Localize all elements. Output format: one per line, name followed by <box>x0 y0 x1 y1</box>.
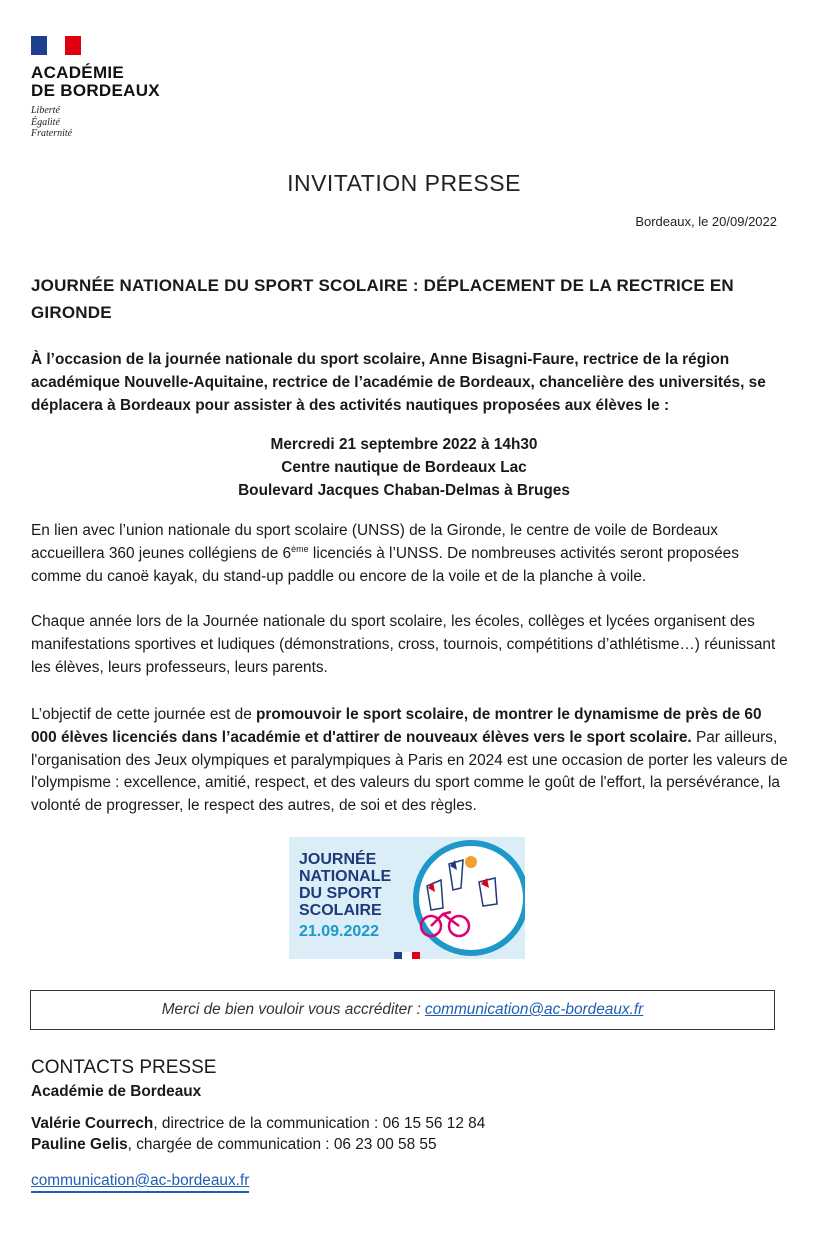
contact-role: , chargée de communication : 06 23 00 58 55 <box>127 1136 437 1153</box>
republic-flag-icon <box>31 36 81 55</box>
accreditation-box <box>30 990 775 1030</box>
document-date: Bordeaux, le 20/09/2022 <box>635 214 777 229</box>
intro-paragraph: À l’occasion de la journée nationale du sport scolaire, Anne Bisagni-Faure, rectrice de la région académique Nouvelle-Aquitaine, rectrice de l’académie de Bordeaux, chancelière des universités, se déplacera à Bordeaux pour assister à des activités nautiques proposées aux élèves le : <box>31 351 766 414</box>
badge-date: 21.09.2022 <box>299 923 380 940</box>
event-details <box>0 434 808 502</box>
paragraph-objectif: L’objectif de cette journée est de promouvoir le sport scolaire, de montrer le dynamisme de près de 60 000 élèves licenciés dans l’académie et d'attirer de nouveaux élèves vers le sport scolaire. Par ailleurs, l'organisation des Jeux olympiques et paralympiques à Paris en 2024 est une occasion de porter les valeurs de l'olympisme : excellence, amitié, respect, et des valeurs du sport comme le goût de l'effort, la persévérance, la volonté de progresser, le respect des autres, de soi et des règles. <box>31 706 788 815</box>
contacts-org: Académie de Bordeaux <box>31 1083 202 1100</box>
mascot-circle-icon <box>413 840 525 956</box>
contact-name: Valérie Courrech <box>31 1115 154 1132</box>
event-address: Boulevard Jacques Chaban-Delmas à Bruges <box>238 481 570 499</box>
motto-fraternite: Fraternité <box>31 128 73 139</box>
event-when: Mercredi 21 septembre 2022 à 14h30 <box>270 436 538 453</box>
accreditation-email-link[interactable]: communication@ac-bordeaux.fr <box>424 1001 644 1018</box>
page-title: INVITATION PRESSE <box>287 170 521 196</box>
accreditation-text: Merci de bien vouloir vous accréditer : <box>161 1001 421 1018</box>
logo-name <box>31 64 201 100</box>
contacts-title: CONTACTS PRESSE <box>31 1057 217 1078</box>
contact-role: , directrice de la communication : 06 15 56 12 84 <box>153 1115 486 1132</box>
headline: JOURNÉE NATIONALE DU SPORT SCOLAIRE : DÉPLACEMENT DE LA RECTRICE EN GIRONDE <box>31 276 734 322</box>
logo-name-line2: DE BORDEAUX <box>31 81 160 100</box>
badge-flag-icon <box>394 952 420 959</box>
motto-egalite: Égalité <box>31 116 60 128</box>
motto <box>31 105 201 140</box>
journee-sport-scolaire-badge <box>289 837 525 959</box>
paragraph-unss: En lien avec l’union nationale du sport scolaire (UNSS) de la Gironde, le centre de voile de Bordeaux accueillera 360 jeunes collégiens de 6ème licenciés à l’UNSS. De nombreuses activités seront proposées comme du canoë kayak, du stand-up paddle ou encore de la voile et de la planche à voile. <box>31 522 739 585</box>
academie-logo <box>31 36 201 140</box>
event-place: Centre nautique de Bordeaux Lac <box>281 458 527 476</box>
contact-person <box>31 1115 485 1133</box>
motto-liberte: Liberté <box>31 105 60 116</box>
contact-person <box>31 1136 437 1154</box>
contacts-email-link[interactable]: communication@ac-bordeaux.fr <box>31 1172 249 1193</box>
badge-title: JOURNÉE NATIONALE DU SPORT SCOLAIRE <box>299 851 392 919</box>
logo-name-line1: ACADÉMIE <box>31 63 125 82</box>
contact-name: Pauline Gelis <box>31 1136 128 1153</box>
paragraph-journee: Chaque année lors de la Journée nationale du sport scolaire, les écoles, collèges et lycées organisent des manifestations sportives et ludiques (démonstrations, cross, tournois, compétitions d’athlétisme…) réunissant les élèves, leurs professeurs, leurs parents. <box>31 613 776 676</box>
